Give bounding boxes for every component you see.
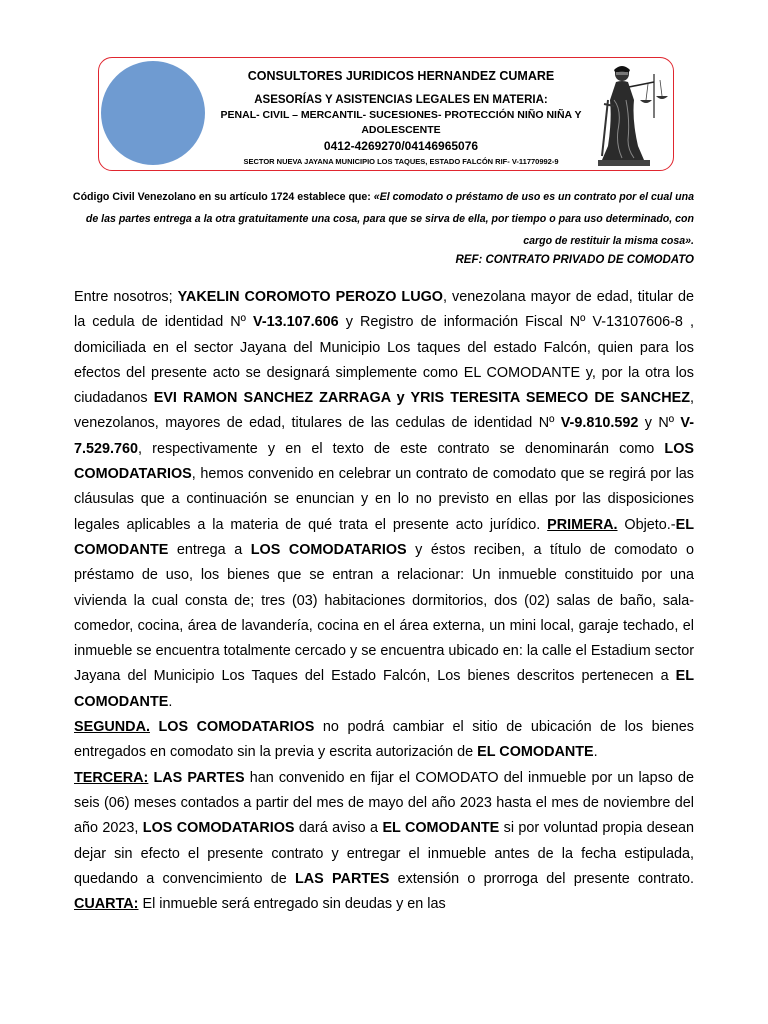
letterhead — [206, 66, 596, 168]
text: dará aviso a — [294, 820, 383, 837]
citation-intro: Código Civil Venezolano en su artículo 1724 establece que: — [72, 191, 374, 203]
borrower-names: EVI RAMON SANCHEZ ZARRAGA y YRIS TERESITA SEMECO DE SANCHEZ — [153, 390, 690, 407]
clause-heading-tercera: TERCERA: — [74, 769, 149, 786]
civil-code-citation — [70, 186, 694, 252]
lender-id: V-13.107.606 — [253, 314, 339, 331]
bold-term: EL COMODANTE — [74, 668, 694, 710]
firm-address: SECTOR NUEVA JAYANA MUNICIPIO LOS TAQUES, ESTADO FALCÓN RIF- V-11770992-9 — [243, 157, 559, 166]
firm-name: CONSULTORES JURIDICOS HERNANDEZ CUMARE — [247, 69, 555, 83]
text: , venezolana mayor de edad, titular de la cedula de identidad Nº — [74, 289, 695, 331]
bold-term: EL COMODANTE — [382, 820, 500, 837]
text: entrega a — [168, 541, 251, 558]
borrower-id-1: V-9.810.592 — [560, 415, 639, 432]
bold-term: EL COMODANTE — [477, 744, 594, 761]
bold-term: LOS COMODATARIOS — [142, 820, 295, 837]
text: y éstos reciben, a título de comodato o préstamo de uso, los bienes que se entran a relacionar: Un inmueble constituido por una vivienda la cual consta de; tres (03) habitaciones dormitorios, dos (02) salas de baño, sala-comedor, cocina, área de lavandería, cocina en el área externa, un mini local, garaje techado, el inmueble se encuentra totalmente cercado y se encuentra ubicado en: la calle el Estadium sector Jayana del Municipio Los Taques del Estado Falcón, Los bienes descritos pertenecen a — [74, 541, 694, 685]
bold-term: LAS PARTES — [153, 769, 245, 786]
clause-heading-cuarta: CUARTA: — [74, 896, 139, 913]
text: Entre nosotros; — [74, 289, 178, 305]
bold-term: LOS COMODATARIOS — [74, 440, 694, 483]
services-heading: ASESORÍAS Y ASISTENCIAS LEGALES EN MATERIA: — [254, 94, 548, 106]
borrower-id-2: V- 7.529.760 — [74, 415, 694, 457]
text: si por voluntad propia desean dejar sin efecto el presente contrato y entregar el inmueble antes de la fecha estipulada, quedando a convencimiento de — [74, 820, 694, 887]
logo-circle — [101, 61, 205, 165]
contract-body — [74, 285, 694, 917]
text: y Nº — [638, 415, 681, 432]
text: , venezolanos, mayores de edad, titulares de las cedulas de identidad Nº — [74, 390, 694, 432]
text: extensión o prorroga del presente contrato. — [389, 870, 694, 887]
text: El inmueble será entregado sin deudas y en las — [138, 896, 446, 913]
text — [150, 719, 159, 735]
bold-term: LAS PARTES — [295, 870, 390, 887]
text: . — [593, 744, 598, 761]
clause-heading-segunda: SEGUNDA. — [74, 719, 150, 736]
text: , hemos convenido en celebrar un contrato de comodato que se regirá por las cláusulas que a continuación se enuncian y en lo no previsto en ellas por las disposiciones legales aplicables a la materia de qué trata el presente acto jurídico. — [74, 466, 694, 533]
contract-paragraph-1 — [74, 285, 694, 715]
lender-name: YAKELIN COROMOTO PEROZO LUGO — [177, 289, 444, 305]
lady-justice-icon — [592, 60, 670, 168]
text: , respectivamente y en el texto de este contrato se denominarán como — [138, 440, 665, 457]
practice-areas: PENAL- CIVIL – MERCANTIL- SUCESIONES- PROTECCIÓN NIÑO NIÑA Y ADOLESCENTE — [220, 109, 582, 136]
citation-quote: «El comodato o préstamo de uso es un contrato por el cual una de las partes entrega a la otra gratuitamente una cosa, para que se sirva de ella, por tiempo o para uso determinado, con cargo de restituir la misma cosa». — [85, 191, 694, 247]
clause-heading-primera: PRIMERA. — [547, 516, 618, 533]
text: . — [168, 693, 173, 710]
bold-term: LOS COMODATARIOS — [158, 719, 315, 736]
text: han convenido en fijar el COMODATO del inmueble por un lapso de seis (06) meses contados a partir del mes de mayo del año 2023 hasta el mes de noviembre del año 2023, — [74, 769, 694, 837]
text: no podrá cambiar el sitio de ubicación de los bienes entregados en comodato sin la previa y escrita autorización de — [74, 719, 694, 761]
contract-paragraph-2 — [74, 715, 694, 766]
contract-paragraph-3 — [74, 766, 694, 918]
text: Objeto.- — [617, 516, 676, 533]
reference-line: REF: CONTRATO PRIVADO DE COMODATO — [455, 254, 694, 266]
phone-numbers: 0412-4269270/04146965076 — [323, 139, 479, 153]
text: y Registro de información Fiscal Nº V-13107606-8 , domiciliada en el sector Jayana del Municipio Los taques del estado Falcón, quien para los efectos del presente acto se designará simplemente como EL COMODANTE y, por la otra los ciudadanos — [74, 314, 694, 407]
bold-term: LOS COMODATARIOS — [250, 541, 407, 558]
bold-term: EL COMODANTE — [74, 516, 694, 558]
